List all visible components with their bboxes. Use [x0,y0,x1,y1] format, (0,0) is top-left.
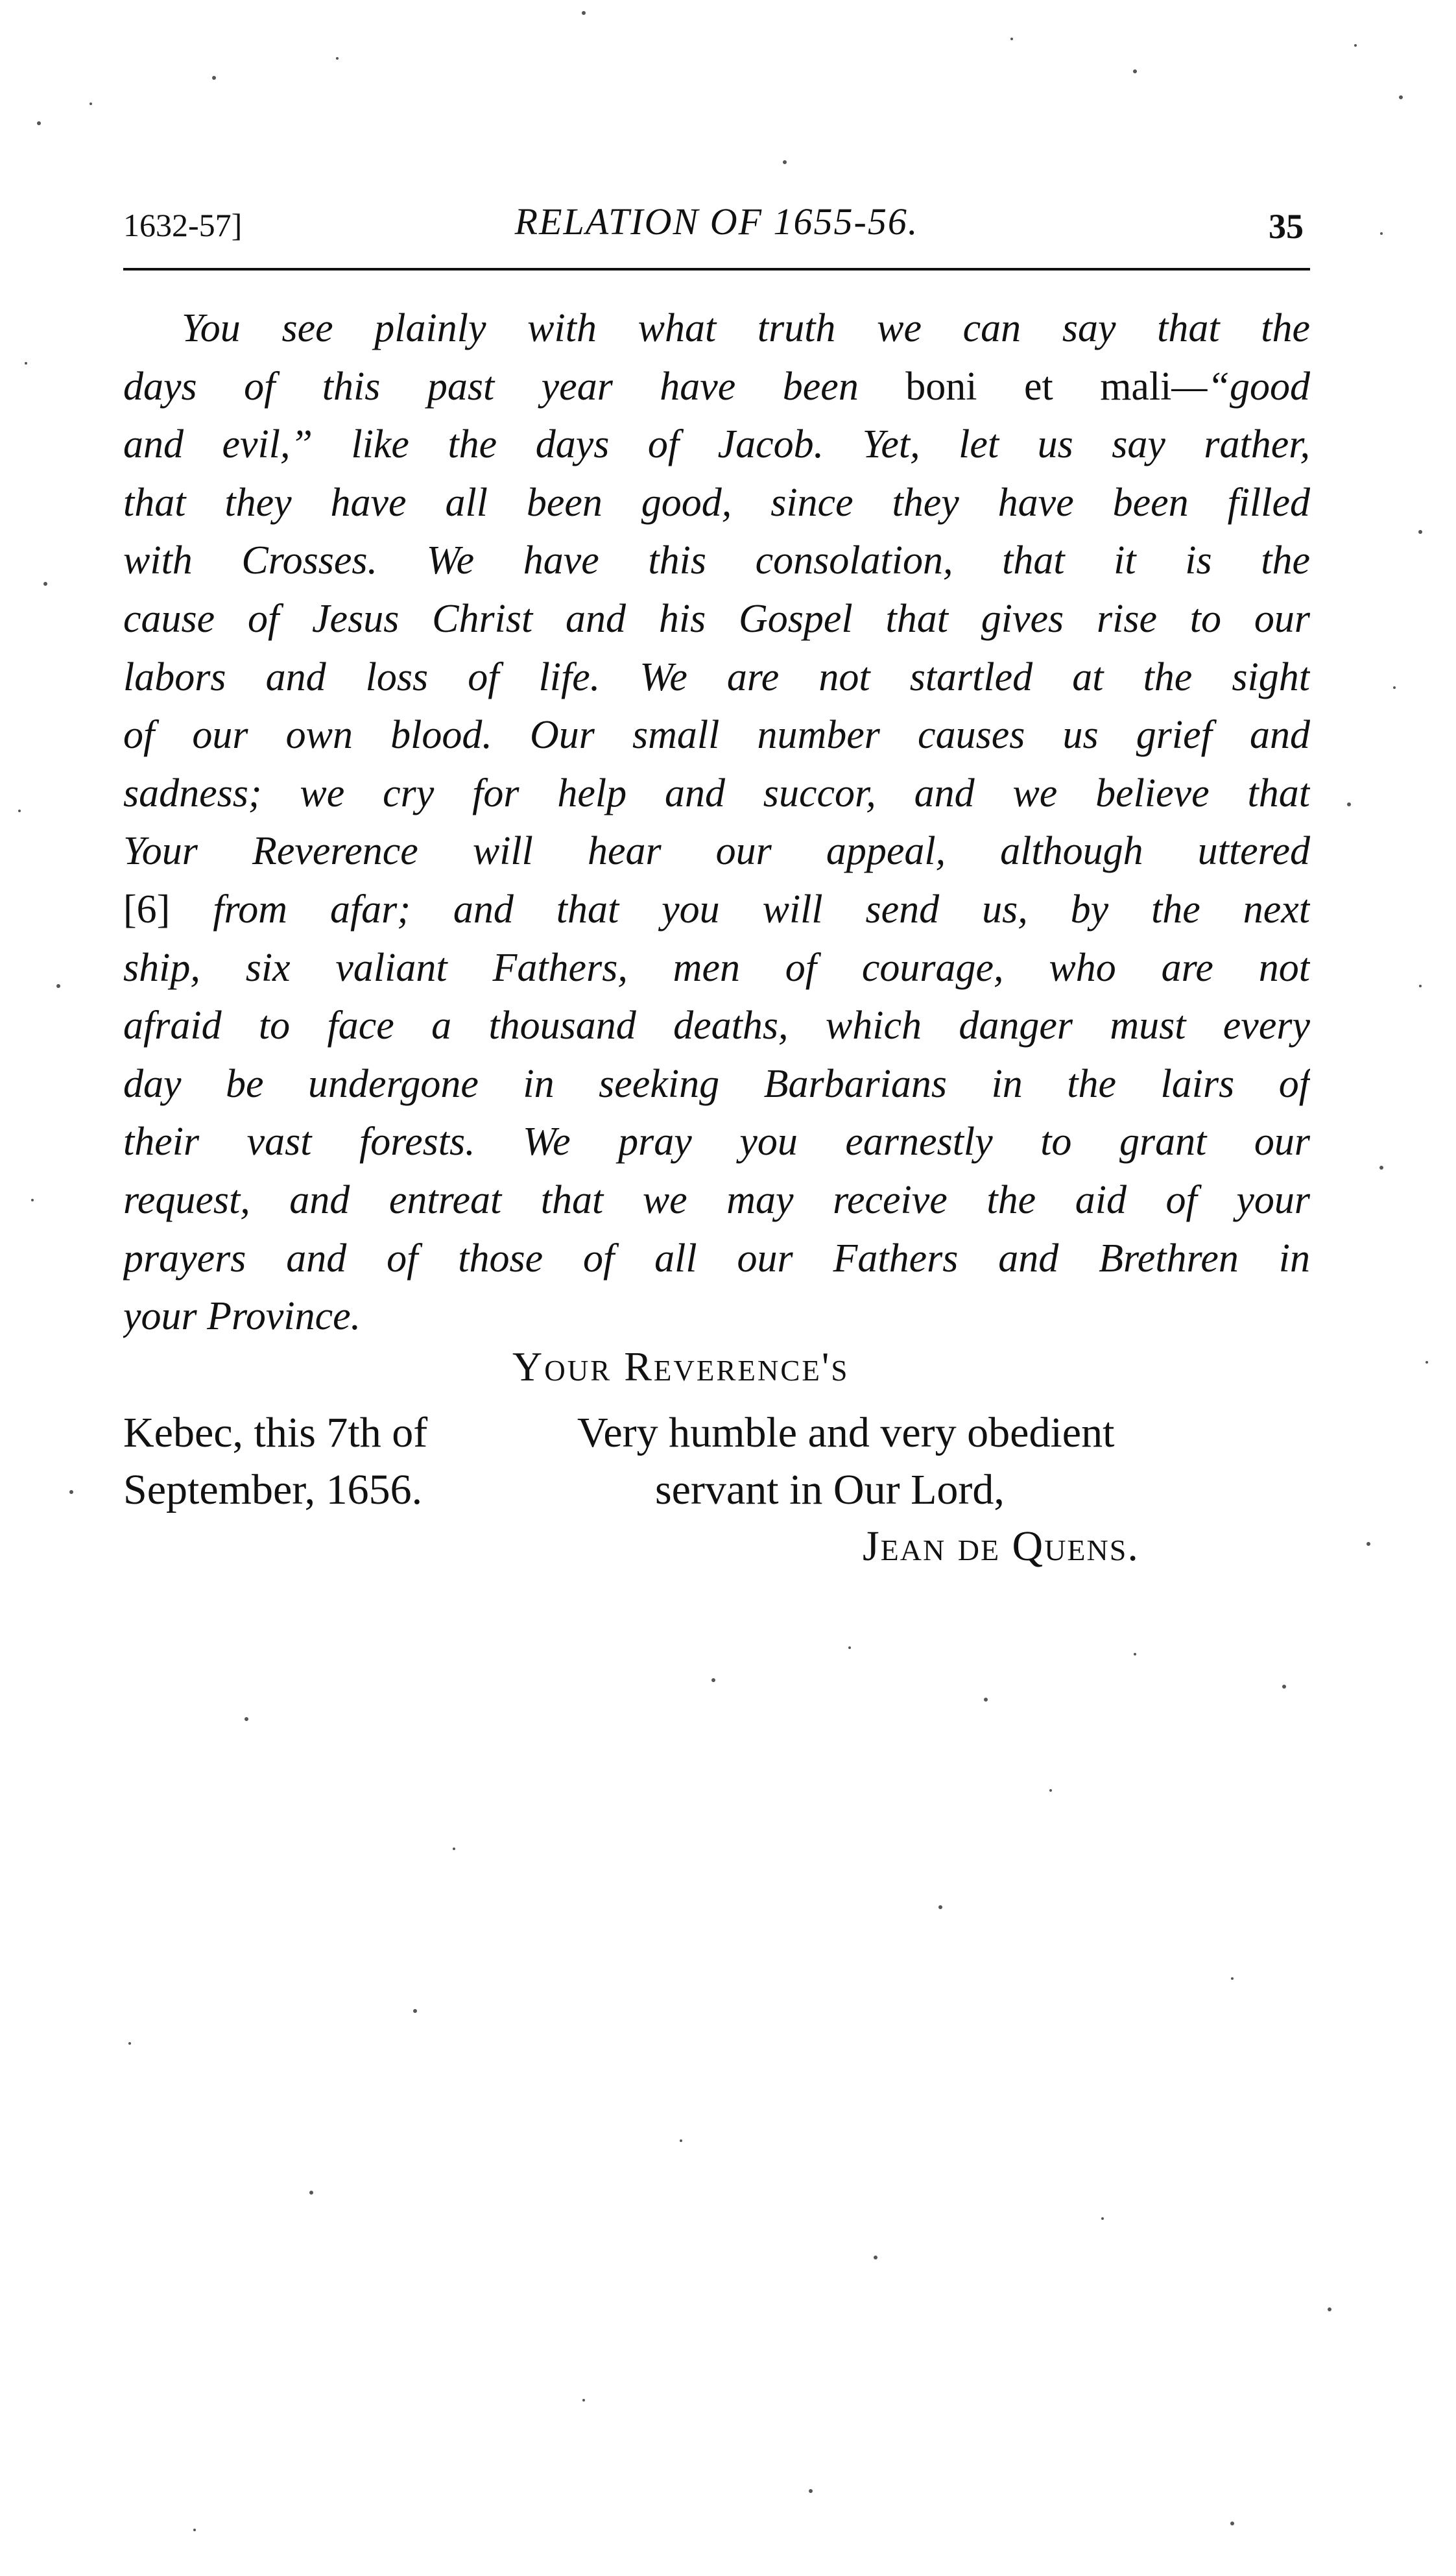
body-paragraph [123,300,1310,1346]
text-line: ship, six valiant Fathers, men of courage, who are not [123,945,1310,990]
text-line: their vast forests. We pray you earnestly to grant our [123,1120,1310,1164]
page-number: 35 [1269,207,1304,246]
text-line: and evil,” like the days of Jacob. Yet, let us say rather, [123,422,1310,467]
place-and-date: Kebec, this 7th of September, 1656. [123,1409,428,1513]
text-line: labors and loss of life. We are not startled at the sight [123,655,1310,699]
text-line: afraid to face a thousand deaths, which danger must every [123,1004,1310,1048]
text-line: with Crosses. We have this consolation, that it is the [123,538,1310,583]
signature: Jean de Quens. [863,1523,1140,1570]
header-date-range: 1632-57] [123,207,243,243]
closing-phrase-line-2: servant in Our Lord, [655,1466,1005,1513]
text-line: Your Reverence will hear our appeal, although uttered [123,829,1310,874]
text-line: days of this past year have been boni et mali—“good [123,364,1310,409]
text-line: request, and entreat that we may receive the aid of your [123,1177,1310,1222]
closing-phrase-line-1: Very humble and very obedient [577,1409,1115,1456]
text-line: You see plainly with what truth we can say that the [182,306,1310,350]
header-rule [123,268,1310,271]
text-line: cause of Jesus Christ and his Gospel that gives rise to our [123,596,1310,641]
text-line: that they have all been good, since they have been filled [123,480,1310,525]
salutation: Your Reverence's [512,1343,850,1390]
header-title: RELATION OF 1655-56. [514,200,919,243]
text-line: [6] from afar; and that you will send us, by the next [123,887,1310,932]
text-line: your Province. [123,1294,361,1339]
text-line: prayers and of those of all our Fathers and Brethren in [123,1236,1310,1281]
latin-phrase: boni et mali [905,364,1172,409]
text-line: day be undergone in seeking Barbarians in the lairs of [123,1061,1310,1106]
original-page-marker: [6] [123,887,171,932]
letter-closing [123,1343,1310,1589]
text-line: sadness; we cry for help and succor, and we believe that [123,771,1310,815]
text-line: of our own blood. Our small number causes us grief and [123,713,1310,758]
running-header [123,195,1310,247]
